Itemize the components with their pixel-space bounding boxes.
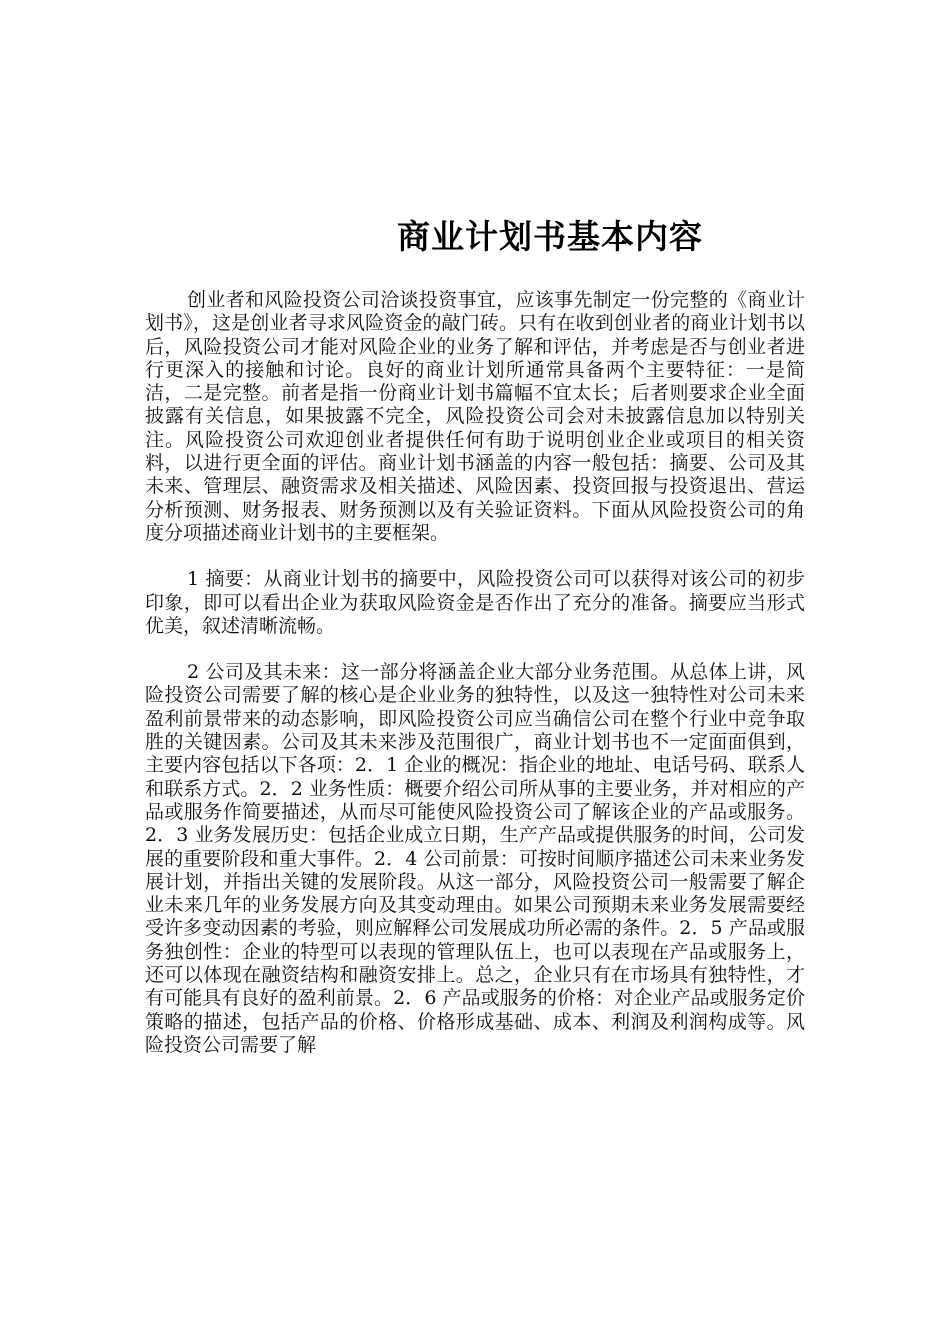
- document-body: [145, 289, 805, 1080]
- intro-paragraph: 创业者和风险投资公司洽谈投资事宜，应该事先制定一份完整的《商业计划书》，这是创业者寻求风险资金的敲门砖。只有在收到创业者的商业计划书以后，风险投资公司才能对风险企业的业务了解和评估，并考虑是否与创业者进行更深入的接触和讨论。良好的商业计划所通常具备两个主要特征：一是简洁，二是完整。前者是指一份商业计划书篇幅不宜太长；后者则要求企业全面披露有关信息，如果披露不完全，风险投资公司会对未披露信息加以特别关注。风险投资公司欢迎创业者提供任何有助于说明创业企业或项目的相关资料，以进行更全面的评估。商业计划书涵盖的内容一般包括：摘要、公司及其未来、管理层、融资需求及相关描述、风险因素、投资回报与投资退出、营运分析预测、财务报表、财务预测以及有关验证资料。下面从风险投资公司的角度分项描述商业计划书的主要框架。: [145, 289, 805, 544]
- company-future-paragraph: 2 公司及其未来：这一部分将涵盖企业大部分业务范围。从总体上讲，风险投资公司需要了解的核心是企业业务的独特性，以及这一独特性对公司未来盈利前景带来的动态影响，即风险投资公司应当确信公司在整个行业中竞争取胜的关键因素。公司及其未来涉及范围很广，商业计划书也不一定面面俱到，主要内容包括以下各项：2．1 企业的概况：指企业的地址、电话号码、联系人和联系方式。2．2 业务性质：概要介绍公司所从事的主要业务，并对相应的产品或服务作简要描述，从而尽可能使风险投资公司了解该企业的产品或服务。2．3 业务发展历史：包括企业成立日期，生产产品或提供服务的时间，公司发展的重要阶段和重大事件。2．4 公司前景：可按时间顺序描述公司未来业务发展计划，并指出关键的发展阶段。从这一部分，风险投资公司一般需要了解企业未来几年的业务发展方向及其变动理由。如果公司预期未来业务发展需要经受许多变动因素的考验，则应解释公司发展成功所必需的条件。2．5 产品或服务独创性：企业的特型可以表现的管理队伍上，也可以表现在产品或服务上，还可以体现在融资结构和融资安排上。总之，企业只有在市场具有独特性，才有可能具有良好的盈利前景。2．6 产品或服务的价格：对企业产品或服务定价策略的描述，包括产品的价格、价格形成基础、成本、利润及利润构成等。风险投资公司需要了解: [145, 661, 805, 1056]
- summary-paragraph: 1 摘要：从商业计划书的摘要中，风险投资公司可以获得对该公司的初步印象，即可以看出企业为获取风险资金是否作出了充分的准备。摘要应当形式优美，叙述清晰流畅。: [145, 568, 805, 637]
- document-title: 商业计划书基本内容: [397, 217, 703, 256]
